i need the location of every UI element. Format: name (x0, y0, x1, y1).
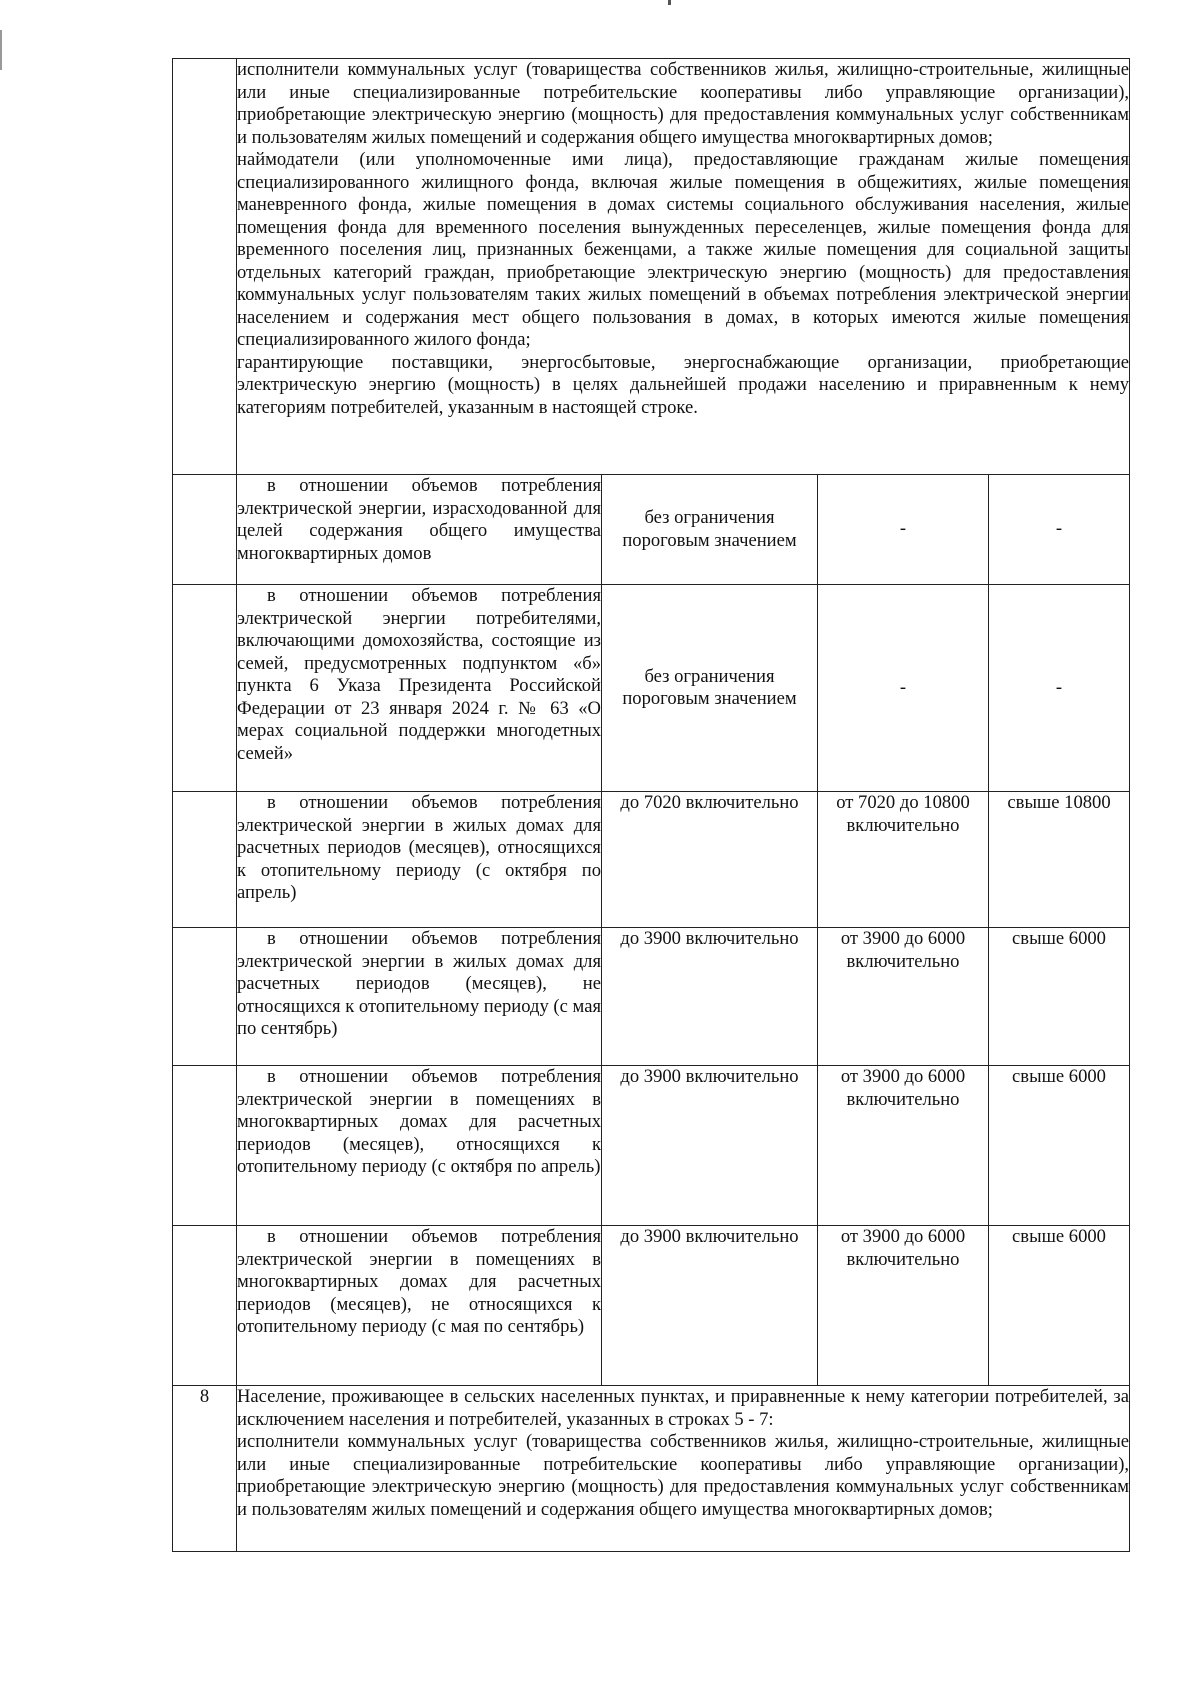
table-row (173, 792, 1130, 928)
description-text: в отношении объемов потребления электрической энергии в жилых домах для расчетных периодов (месяцев), не относящихся к отопительному периоду (с мая по сентябрь) (237, 928, 601, 1039)
table-row (173, 928, 1130, 1066)
row-number-cell (173, 1226, 237, 1386)
threshold-range-3: свыше 6000 (989, 928, 1130, 1066)
threshold-range-1: до 3900 включительно (602, 1066, 818, 1226)
table-row-8 (173, 1386, 1130, 1552)
row-description (237, 1226, 602, 1386)
threshold-range-2: от 3900 до 6000 включительно (818, 1066, 989, 1226)
threshold-range-1: до 3900 включительно (602, 928, 818, 1066)
row-description (237, 475, 602, 585)
threshold-range-3: - (989, 475, 1130, 585)
paragraph: гарантирующие поставщики, энергосбытовые, энергоснабжающие организации, приобретающие электрическую энергию (мощность) в целях дальнейшей продажи населению и приравненным к нему категориям потребителей, указанным в настоящей строке. (237, 351, 1130, 418)
row-number-cell (173, 928, 237, 1066)
scan-edge-mark (0, 30, 2, 70)
threshold-range-1: до 3900 включительно (602, 1226, 818, 1386)
table-row-recipients (173, 59, 1130, 475)
row-number-cell (173, 59, 237, 475)
description-text: в отношении объемов потребления электрической энергии в помещениях в многоквартирных домах для расчетных периодов (месяцев), не относящихся к отопительному периоду (с мая по сентябрь) (237, 1226, 601, 1337)
threshold-range-2: от 3900 до 6000 включительно (818, 928, 989, 1066)
threshold-range-2: - (818, 585, 989, 792)
threshold-range-3: свыше 6000 (989, 1226, 1130, 1386)
table-row (173, 1066, 1130, 1226)
description-text: в отношении объемов потребления электрической энергии, израсходованной для целей содержания общего имущества многоквартирных домов (237, 475, 601, 564)
row-number-cell: 8 (173, 1386, 237, 1552)
paragraph: исполнители коммунальных услуг (товарищества собственников жилья, жилищно-строительные, жилищные или иные специализированные потребительские кооперативы либо управляющие организации), приобретающие электрическую энергию (мощность) для предоставления коммунальных услуг собственникам и пользователям жилых помещений и содержания общего имущества многоквартирных домов; (237, 1431, 1130, 1520)
description-text: в отношении объемов потребления электрической энергии в помещениях в многоквартирных домах для расчетных периодов (месяцев), относящихся к отопительному периоду (с октября по апрель) (237, 1066, 601, 1177)
row-description (237, 1066, 602, 1226)
threshold-range-3: - (989, 585, 1130, 792)
description-text: в отношении объемов потребления электрической энергии в жилых домах для расчетных периодов (месяцев), относящихся к отопительному периоду (с октября по апрель) (237, 792, 601, 903)
threshold-range-3: свыше 6000 (989, 1066, 1130, 1226)
recipients-text-cell (237, 59, 1130, 475)
threshold-range-1: без ограничения пороговым значением (602, 585, 818, 792)
table-row (173, 585, 1130, 792)
table-row (173, 1226, 1130, 1386)
page-top-mark (668, 0, 671, 5)
paragraph: Население, проживающее в сельских населенных пунктах, и приравненные к нему категории потребителей, за исключением населения и потребителей, указанных в строках 5 - 7: (237, 1386, 1130, 1430)
row-number-cell (173, 792, 237, 928)
tariff-table (172, 58, 1130, 1552)
row-number-cell (173, 1066, 237, 1226)
row8-text-cell (237, 1386, 1130, 1552)
threshold-range-3: свыше 10800 (989, 792, 1130, 928)
description-text: в отношении объемов потребления электрической энергии потребителями, включающими домохозяйства, состоящие из семей, предусмотренных подпунктом «б» пункта 6 Указа Президента Российской Федерации от 23 января 2024 г. № 63 «О мерах социальной поддержки многодетных семей» (237, 585, 601, 764)
row-number-cell (173, 585, 237, 792)
threshold-range-2: - (818, 475, 989, 585)
paragraph: наймодатели (или уполномоченные ими лица), предоставляющие гражданам жилые помещения специализированного жилищного фонда, включая жилые помещения в общежитиях, жилые помещения маневренного фонда, жилые помещения в домах системы социального обслуживания населения, жилые помещения фонда для временного поселения вынужденных переселенцев, жилые помещения фонда для временного поселения лиц, признанных беженцами, а также жилые помещения для социальной защиты отдельных категорий граждан, приобретающие электрическую энергию (мощность) для предоставления коммунальных услуг пользователям таких жилых помещений в объемах потребления электрической энергии населением и содержания мест общего пользования в домах, в которых имеются жилые помещения специализированного жилого фонда; (237, 149, 1130, 350)
row-description (237, 585, 602, 792)
table-row (173, 475, 1130, 585)
row-description (237, 792, 602, 928)
threshold-range-1: без ограничения пороговым значением (602, 475, 818, 585)
paragraph: исполнители коммунальных услуг (товарищества собственников жилья, жилищно-строительные, жилищные или иные специализированные потребительские кооперативы либо управляющие организации), приобретающие электрическую энергию (мощность) для предоставления коммунальных услуг собственникам и пользователям жилых помещений и содержания общего имущества многоквартирных домов; (237, 59, 1130, 148)
row-number-cell (173, 475, 237, 585)
threshold-range-1: до 7020 включительно (602, 792, 818, 928)
threshold-range-2: от 3900 до 6000 включительно (818, 1226, 989, 1386)
threshold-range-2: от 7020 до 10800 включительно (818, 792, 989, 928)
row-description (237, 928, 602, 1066)
